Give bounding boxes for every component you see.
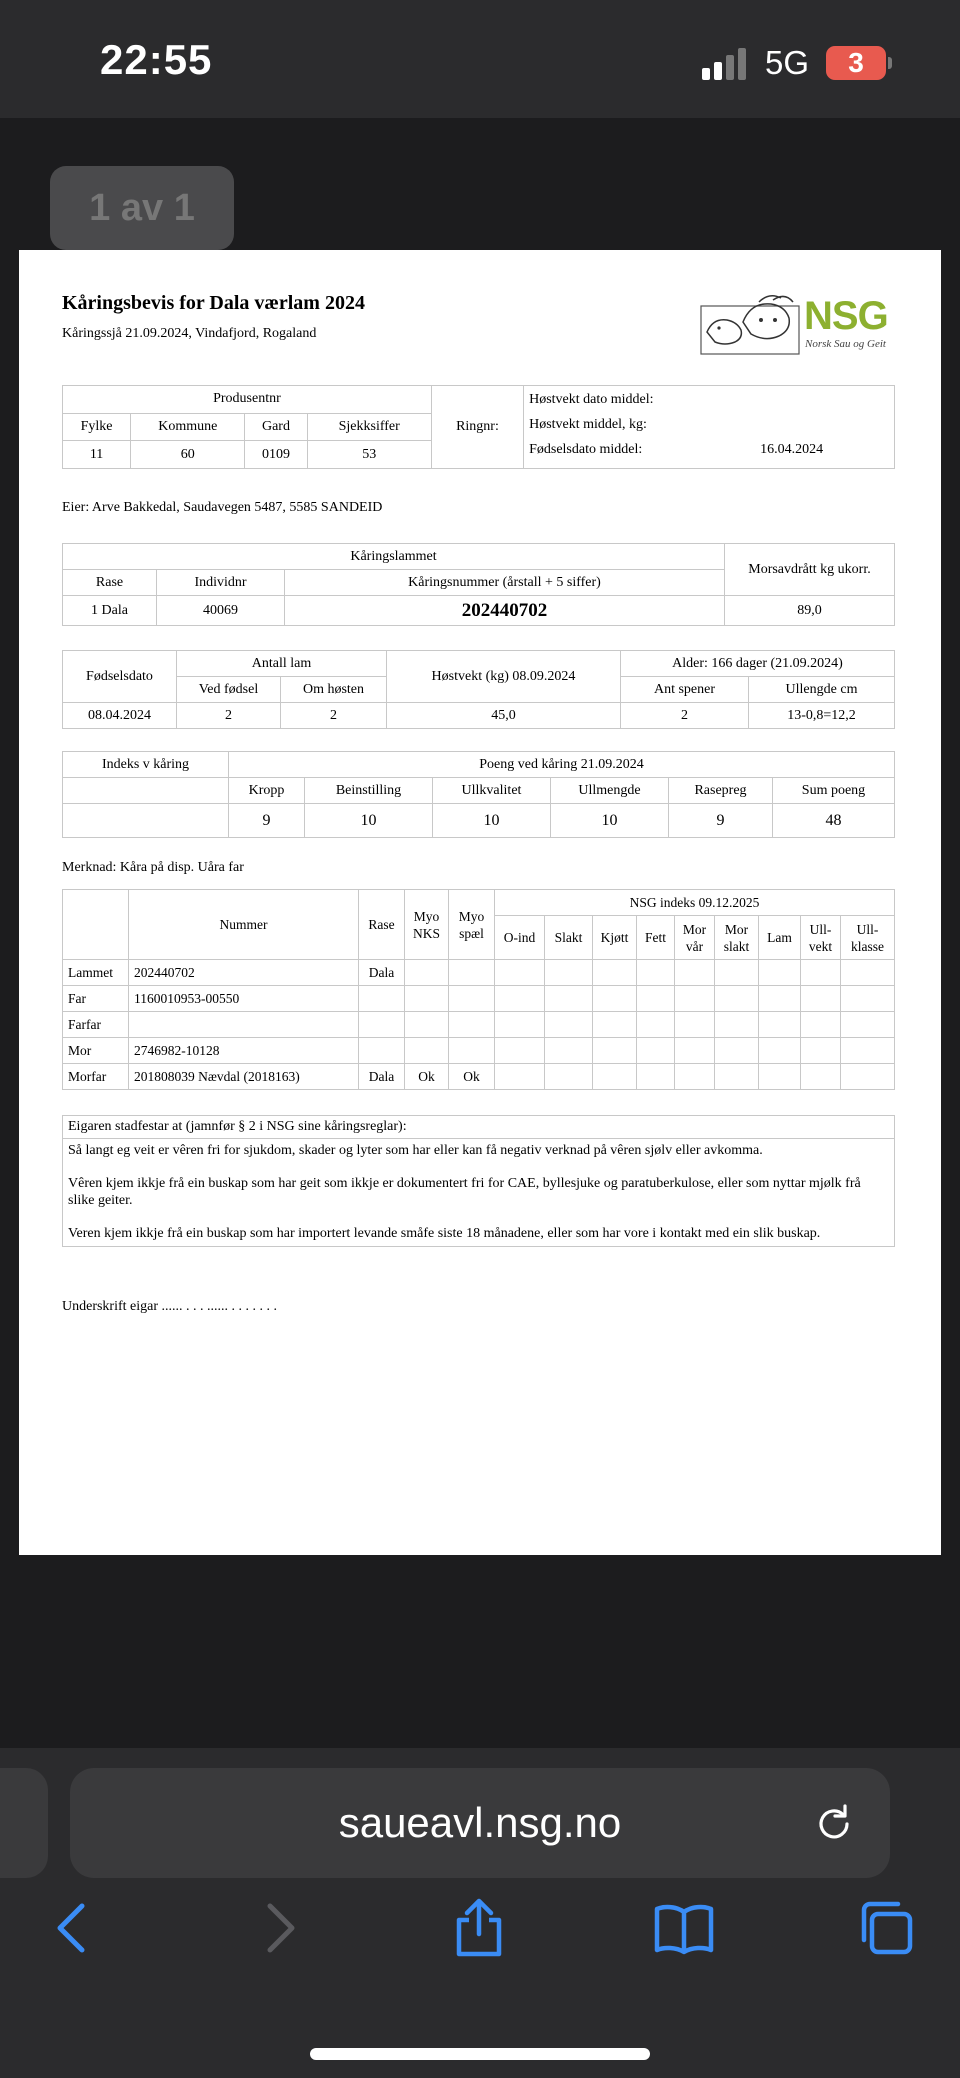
bookmarks-button[interactable] [654,1898,714,1958]
milk-value: 89,0 [725,596,895,626]
row-myo-spael [449,986,495,1012]
lamb-header: Kåringslammet [63,544,725,570]
url-text[interactable]: saueavl.nsg.no [338,1799,622,1846]
logo-text: NSG [804,294,888,338]
col-header: Mor slakt [715,916,759,960]
col-header: Sjekksiffer [307,413,431,441]
row-myo-spael [449,1012,495,1038]
forward-button[interactable] [248,1898,308,1958]
table-row [63,986,895,1012]
lambs-header: Antall lam [177,651,387,677]
score-value: 10 [551,804,669,838]
browser-toolbar [0,1748,960,2078]
address-bar[interactable] [70,1768,890,1878]
col-header: Kåringsnummer (årstall + 5 siffer) [285,570,725,596]
battery-level: 3 [848,47,864,78]
row-myo-nks: Ok [405,1064,449,1090]
score-table [62,751,895,838]
col-header: Kropp [229,778,305,804]
col-header: Lam [759,916,801,960]
score-sum: 48 [773,804,895,838]
document-page [19,250,941,1555]
birth-value: 2 [621,703,749,729]
row-number [129,1012,359,1038]
info-label: Høstvekt dato middel: [529,392,654,407]
col-header: Rasepreg [669,778,773,804]
birth-label: Fødselsdato [63,651,177,703]
score-value: 10 [305,804,433,838]
col-header: Ullengde cm [749,677,895,703]
reload-icon[interactable] [812,1802,856,1846]
col-header: Beinstilling [305,778,433,804]
col-header: Ved fødsel [177,677,281,703]
birth-mid-value: 16.04.2024 [760,442,824,457]
points-header: Poeng ved kåring 21.09.2024 [229,752,895,778]
col-header: Ull-klasse [841,916,895,960]
ringnr-label: Ringnr: [431,386,523,469]
row-label: Morfar [63,1064,129,1090]
row-number: 1160010953-00550 [129,986,359,1012]
home-indicator[interactable] [310,2048,650,2060]
birth-value: 13-0,8=12,2 [749,703,895,729]
declaration-text: Veren kjem ikkje frå ein buskap som har importert levande småfe siste 18 månadene, eller som har vore i kontakt med ein slik buskap. [68,1226,821,1241]
table-row [63,1064,895,1090]
tabs-button[interactable] [856,1898,916,1958]
row-label: Farfar [63,1012,129,1038]
owner-line: Eier: Arve Bakkedal, Saudavegen 5487, 5585 SANDEID [62,500,383,515]
index-header: Indeks v kåring [63,752,229,778]
score-value: 9 [669,804,773,838]
signature-line: Underskrift eigar ...... . . . ...... . . . . . . . [62,1299,278,1314]
col-header: Gard [245,413,307,441]
clock: 22:55 [100,36,213,83]
col-header: Fett [637,916,675,960]
row-label: Mor [63,1038,129,1064]
producer-value: 0109 [245,441,307,469]
remark-line: Merknad: Kåra på disp. Uåra far [62,860,244,875]
col-header: Sum poeng [773,778,895,804]
col-header: Myo spæl [449,890,495,960]
row-breed: Dala [359,960,405,986]
nsg-index-header: NSG indeks 09.12.2025 [495,890,895,916]
score-value: 10 [433,804,551,838]
declaration-text: Så langt eg veit er vêren fri for sjukdom, skader og lyter som har eller kan få negativ verknad på vêren sjølv eller avkomma. [68,1143,763,1158]
info-label: Høstvekt middel, kg: [529,417,647,432]
col-header: Om høsten [281,677,387,703]
declaration-header: Eigaren stadfestar at (jamnfør § 2 i NSG sine kåringsreglar): [63,1116,894,1139]
row-breed: Dala [359,1064,405,1090]
birth-value: 08.04.2024 [63,703,177,729]
age-header: Alder: 166 dager (21.09.2024) [621,651,895,677]
document-title: Kåringsbevis for Dala værlam 2024 [62,292,365,314]
birth-table [62,650,895,729]
share-button[interactable] [449,1898,509,1958]
score-value: 9 [229,804,305,838]
declaration-box [62,1115,895,1247]
breed-value: 1 Dala [63,596,157,626]
producer-value: 60 [131,441,245,469]
birth-value: 2 [177,703,281,729]
col-header: Nummer [129,890,359,960]
milk-header: Morsavdrått kg ukorr. [725,544,895,596]
birth-value: 2 [281,703,387,729]
table-row [63,960,895,986]
birth-value: 45,0 [387,703,621,729]
lamb-table [62,543,895,626]
sheep-goat-logo-icon [699,292,803,358]
table-row [63,1038,895,1064]
col-header: Myo NKS [405,890,449,960]
col-header: Ull-vekt [801,916,841,960]
back-button[interactable] [44,1898,104,1958]
col-header: Slakt [545,916,593,960]
logo-tagline: Norsk Sau og Geit [805,338,886,350]
row-number: 201808039 Nævdal (2018163) [129,1064,359,1090]
row-breed [359,1012,405,1038]
producer-value: 53 [307,441,431,469]
pedigree-table [62,889,895,1090]
declaration-text: Vêren kjem ikkje frå ein buskap som har geit som ikkje er dokumentert fri for CAE, byllesjuke og paratuberkulose, eller som nyttar mjølk frå slike geiter. [68,1176,861,1208]
signal-icon [702,48,750,80]
kaaring-number: 202440702 [285,596,725,626]
document-subtitle: Kåringssjå 21.09.2024, Vindafjord, Rogaland [62,326,317,341]
row-myo-spael [449,1038,495,1064]
row-label: Lammet [63,960,129,986]
row-myo-spael: Ok [449,1064,495,1090]
network-label: 5G [765,44,810,81]
col-header: Ullmengde [551,778,669,804]
producer-table [62,385,895,469]
row-label: Far [63,986,129,1012]
status-bar [0,0,960,118]
battery-icon [826,46,886,80]
producer-header: Produsentnr [63,386,432,414]
row-myo-spael [449,960,495,986]
col-header: O-ind [495,916,545,960]
col-header: Ullkvalitet [433,778,551,804]
col-header: Rase [359,890,405,960]
row-breed [359,1038,405,1064]
row-myo-nks [405,960,449,986]
info-label: Fødselsdato middel: [529,442,643,457]
row-myo-nks [405,986,449,1012]
row-number: 202440702 [129,960,359,986]
producer-value: 11 [63,441,131,469]
individ-value: 40069 [157,596,285,626]
col-header: Mor vår [675,916,715,960]
col-header: Ant spener [621,677,749,703]
nsg-logo [699,292,899,358]
col-header: Fylke [63,413,131,441]
row-breed [359,986,405,1012]
col-header: Kommune [131,413,245,441]
col-header: Rase [63,570,157,596]
page-indicator: 1 av 1 [50,166,234,250]
row-number: 2746982-10128 [129,1038,359,1064]
col-header: Kjøtt [593,916,637,960]
previous-tab-peek[interactable] [0,1768,48,1878]
col-header: Individnr [157,570,285,596]
table-row [63,1012,895,1038]
row-myo-nks [405,1012,449,1038]
row-myo-nks [405,1038,449,1064]
weight-label: Høstvekt (kg) 08.09.2024 [387,651,621,703]
